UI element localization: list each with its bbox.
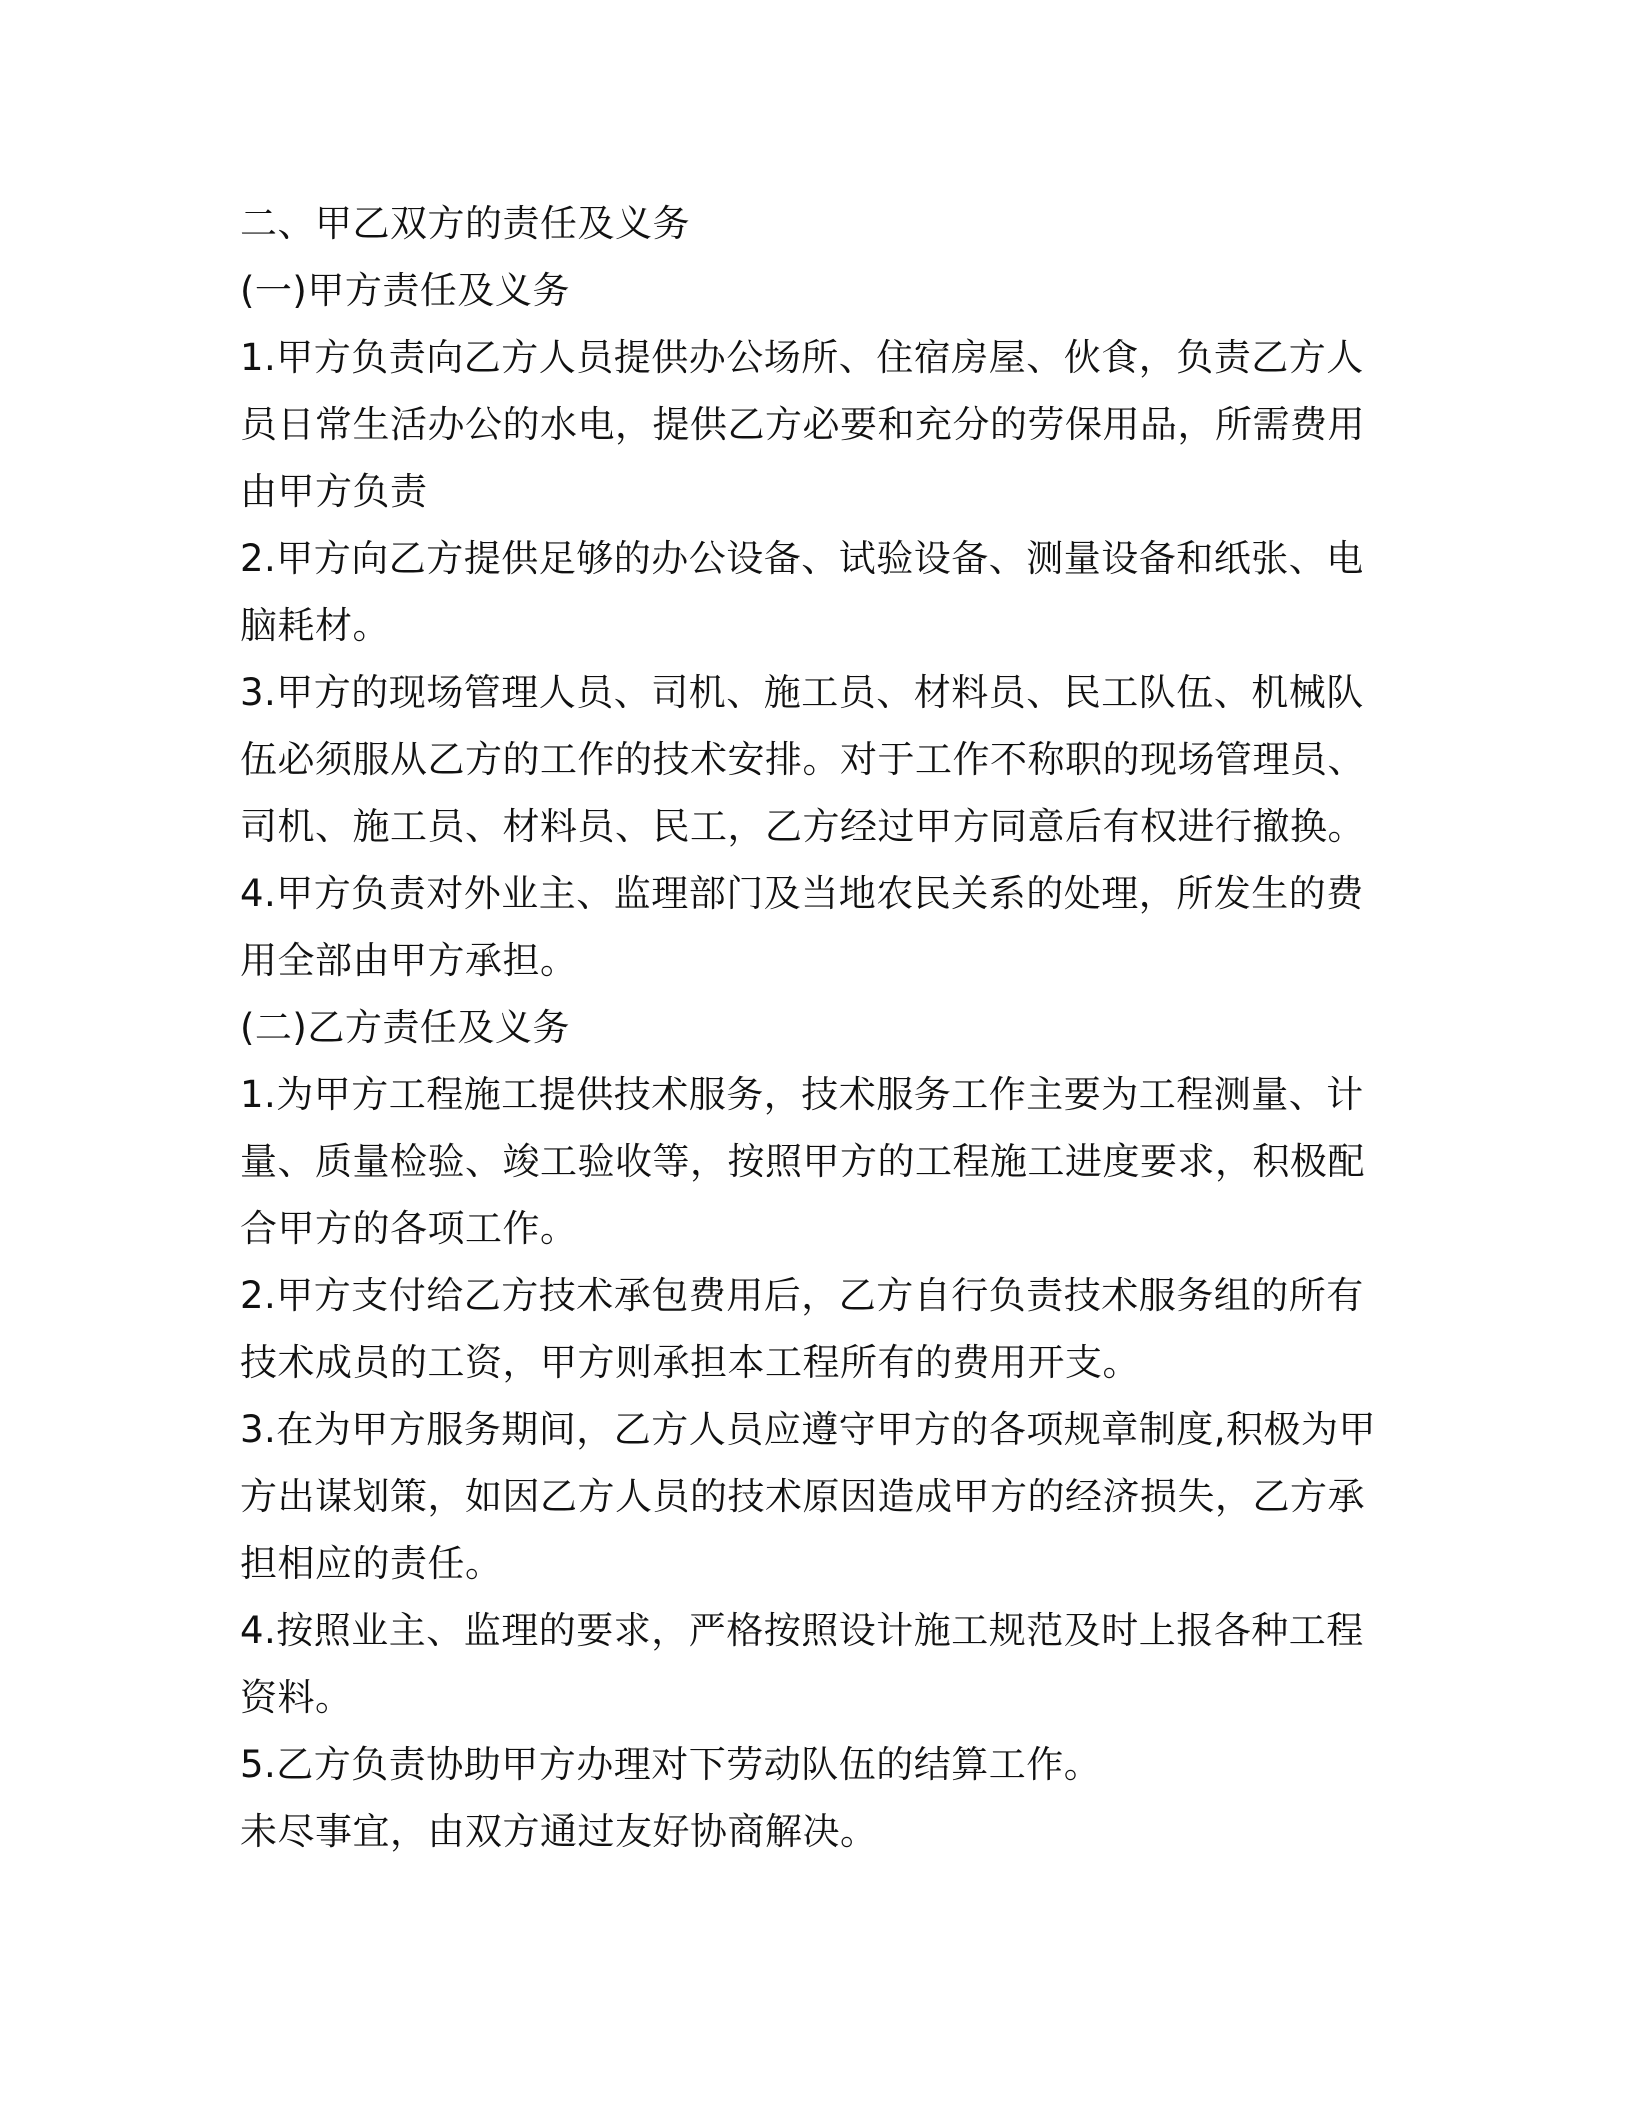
text-line: 3.在为甲方服务期间，乙方人员应遵守甲方的各项规章制度,积极为甲 [240, 1408, 1377, 1451]
text-line: 2.甲方向乙方提供足够的办公设备、试验设备、测量设备和纸张、电 [240, 537, 1364, 580]
text-line: 5.乙方负责协助甲方办理对下劳动队伍的结算工作。 [240, 1743, 1102, 1786]
subsection-heading-party-a: (一)甲方责任及义务 [240, 269, 570, 312]
text-line: 脑耗材。 [240, 604, 390, 647]
document-page [240, 190, 1377, 1865]
text-line: 技术成员的工资，甲方则承担本工程所有的费用开支。 [240, 1341, 1140, 1384]
text-line: 合甲方的各项工作。 [240, 1207, 578, 1250]
text-line: 方出谋划策，如因乙方人员的技术原因造成甲方的经济损失，乙方承 [240, 1475, 1365, 1518]
text-line: 4.按照业主、监理的要求，严格按照设计施工规范及时上报各种工程 [240, 1609, 1364, 1652]
text-line: 1.为甲方工程施工提供技术服务，技术服务工作主要为工程测量、计 [240, 1073, 1364, 1116]
text-line: 用全部由甲方承担。 [240, 939, 578, 982]
text-line: 担相应的责任。 [240, 1542, 503, 1585]
subsection-heading-party-b: (二)乙方责任及义务 [240, 1006, 570, 1049]
text-line: 司机、施工员、材料员、民工，乙方经过甲方同意后有权进行撤换。 [240, 805, 1365, 848]
text-line: 伍必须服从乙方的工作的技术安排。对于工作不称职的现场管理员、 [240, 738, 1365, 781]
text-line: 员日常生活办公的水电，提供乙方必要和充分的劳保用品，所需费用 [240, 403, 1365, 446]
text-line: 由甲方负责 [240, 470, 428, 513]
text-line: 1.甲方负责向乙方人员提供办公场所、住宿房屋、伙食，负责乙方人 [240, 336, 1364, 379]
text-line: 4.甲方负责对外业主、监理部门及当地农民关系的处理，所发生的费 [240, 872, 1364, 915]
text-line: 量、质量检验、竣工验收等，按照甲方的工程施工进度要求，积极配 [240, 1140, 1365, 1183]
text-line: 2.甲方支付给乙方技术承包费用后，乙方自行负责技术服务组的所有 [240, 1274, 1364, 1317]
text-line: 3.甲方的现场管理人员、司机、施工员、材料员、民工队伍、机械队 [240, 671, 1364, 714]
section-heading: 二、甲乙双方的责任及义务 [240, 202, 690, 245]
closing-line: 未尽事宜，由双方通过友好协商解决。 [240, 1810, 878, 1853]
text-line: 资料。 [240, 1676, 353, 1719]
